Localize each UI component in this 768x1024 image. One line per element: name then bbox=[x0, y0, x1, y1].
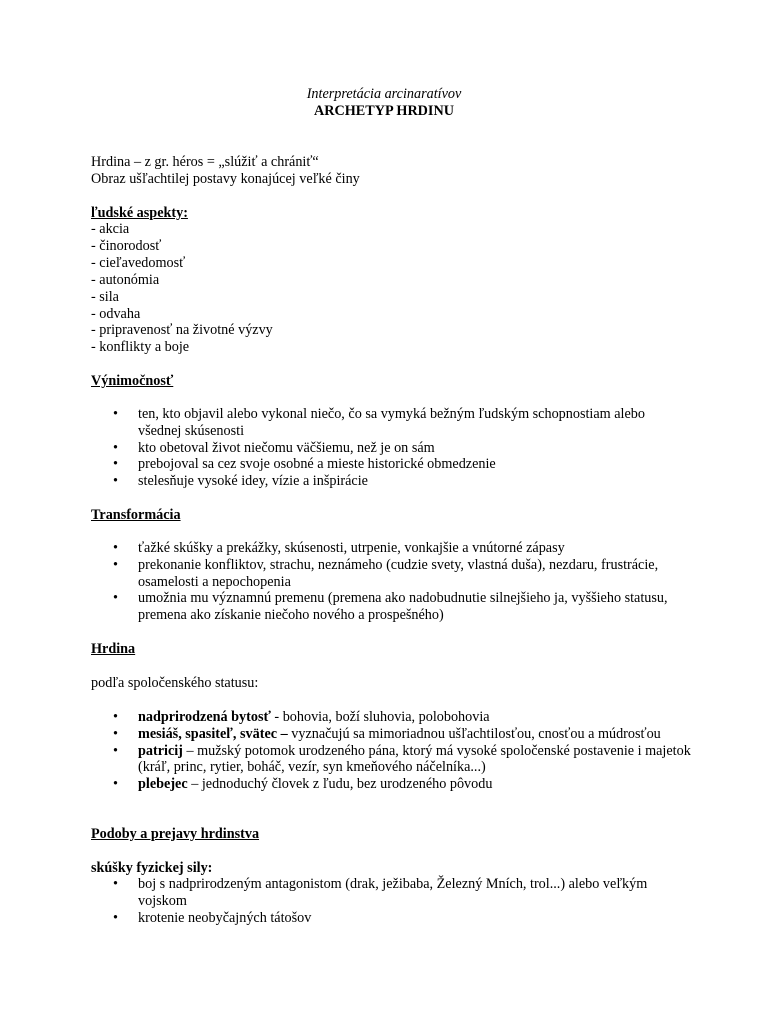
bullet-icon: • bbox=[113, 456, 118, 473]
aspect-item: - autonómia bbox=[91, 272, 160, 288]
bullet-icon: • bbox=[113, 709, 118, 725]
intro-line: Obraz ušľachtilej postavy konajúcej veľké činy bbox=[91, 171, 360, 187]
human-aspects-heading: ľudské aspekty: bbox=[91, 205, 188, 221]
list-item-text: stelesňuje vysoké idey, vízie a inšpirácie bbox=[138, 473, 368, 490]
document-title: ARCHETYP HRDINU bbox=[314, 103, 454, 119]
hero-lead: podľa spoločenského statusu: bbox=[91, 675, 259, 691]
list-item-text: umožnia mu významnú premenu (premena ako nadobudnutie silnejšieho ja, vyššieho statusu, premena ako získanie niečoho nového a prospešného) bbox=[138, 590, 668, 624]
bullet-icon: • bbox=[113, 590, 118, 607]
list-item bbox=[91, 456, 691, 473]
bullet-icon: • bbox=[113, 876, 118, 892]
list-item-text: krotenie neobyčajných tátošov bbox=[138, 909, 312, 926]
transformation-list bbox=[91, 540, 691, 624]
aspect-item: - činorodosť bbox=[91, 238, 162, 254]
list-item bbox=[91, 557, 691, 591]
list-item bbox=[91, 540, 691, 557]
aspect-item: - pripravenosť na životné výzvy bbox=[91, 322, 273, 338]
aspect-item: - akcia bbox=[91, 221, 130, 237]
list-item-term: patricij bbox=[138, 742, 183, 759]
bullet-icon: • bbox=[113, 776, 118, 793]
bullet-icon: • bbox=[113, 540, 118, 556]
list-item bbox=[91, 910, 691, 927]
bullet-icon: • bbox=[113, 439, 118, 456]
aspect-item: - cieľavedomosť bbox=[91, 255, 186, 271]
list-item-term: plebejec bbox=[138, 776, 188, 793]
list-item bbox=[91, 590, 691, 624]
exceptionality-heading: Výnimočnosť bbox=[91, 373, 174, 389]
list-item-text: prekonanie konfliktov, strachu, neznámeho (cudzie svety, vlastná duša), nezdaru, frustrácie, osamelosti a nepochopenia bbox=[138, 556, 659, 590]
list-item-text: prebojoval sa cez svoje osobné a mieste historické obmedzenie bbox=[138, 456, 496, 473]
list-item bbox=[91, 709, 691, 726]
bullet-icon: • bbox=[113, 909, 118, 926]
bullet-icon: • bbox=[113, 742, 118, 759]
forms-list bbox=[91, 876, 691, 926]
list-item bbox=[91, 876, 691, 910]
bullet-icon: • bbox=[113, 473, 118, 490]
list-item bbox=[91, 406, 691, 440]
list-item bbox=[91, 726, 691, 743]
list-item-term: nadprirodzená bytosť bbox=[138, 709, 271, 725]
hero-heading: Hrdina bbox=[91, 641, 136, 657]
list-item-text: - bohovia, boží sluhovia, polobohovia bbox=[270, 709, 490, 725]
list-item-text: ťažké skúšky a prekážky, skúsenosti, utrpenie, vonkajšie a vnútorné zápasy bbox=[138, 540, 565, 556]
bullet-icon: • bbox=[113, 556, 118, 573]
transformation-heading: Transformácia bbox=[91, 507, 181, 523]
list-item-text: – jednoduchý človek z ľudu, bez urodzeného pôvodu bbox=[187, 776, 493, 793]
bullet-icon: • bbox=[113, 406, 118, 422]
list-item-text: ten, kto objavil alebo vykonal niečo, čo sa vymyká bežným ľudským schopnostiam alebo všednej skúsenosti bbox=[138, 406, 645, 439]
intro-line: Hrdina – z gr. héros = „slúžiť a chrániť“ bbox=[91, 154, 319, 170]
list-item bbox=[91, 440, 691, 457]
forms-subheading: skúšky fyzickej sily: bbox=[91, 860, 213, 876]
list-item-text: boj s nadprirodzeným antagonistom (drak, ježibaba, Železný Mních, trol...) alebo veľkým vojskom bbox=[138, 876, 648, 909]
document-subtitle: Interpretácia arcinaratívov bbox=[306, 86, 462, 102]
bullet-icon: • bbox=[113, 725, 118, 742]
list-item-text: kto obetoval život niečomu väčšiemu, než je on sám bbox=[138, 439, 435, 456]
hero-status-list bbox=[91, 709, 691, 793]
list-item-text: – mužský potomok urodzeného pána, ktorý má vysoké spoločenské postavenie i majetok (kráľ, princ, rytier, boháč, vezír, syn kmeňového náčelníka...) bbox=[138, 742, 691, 776]
list-item bbox=[91, 743, 691, 777]
list-item-text: vyznačujú sa mimoriadnou ušľachtilosťou, cnosťou a múdrosťou bbox=[287, 725, 661, 742]
forms-heading: Podoby a prejavy hrdinstva bbox=[91, 826, 260, 842]
list-item-term: mesiáš, spasiteľ, svätec – bbox=[138, 725, 288, 742]
aspect-item: - odvaha bbox=[91, 306, 141, 322]
list-item bbox=[91, 473, 691, 490]
aspect-item: - konflikty a boje bbox=[91, 339, 190, 355]
list-item bbox=[91, 776, 691, 793]
aspect-item: - sila bbox=[91, 289, 119, 305]
exceptionality-list bbox=[91, 406, 691, 490]
